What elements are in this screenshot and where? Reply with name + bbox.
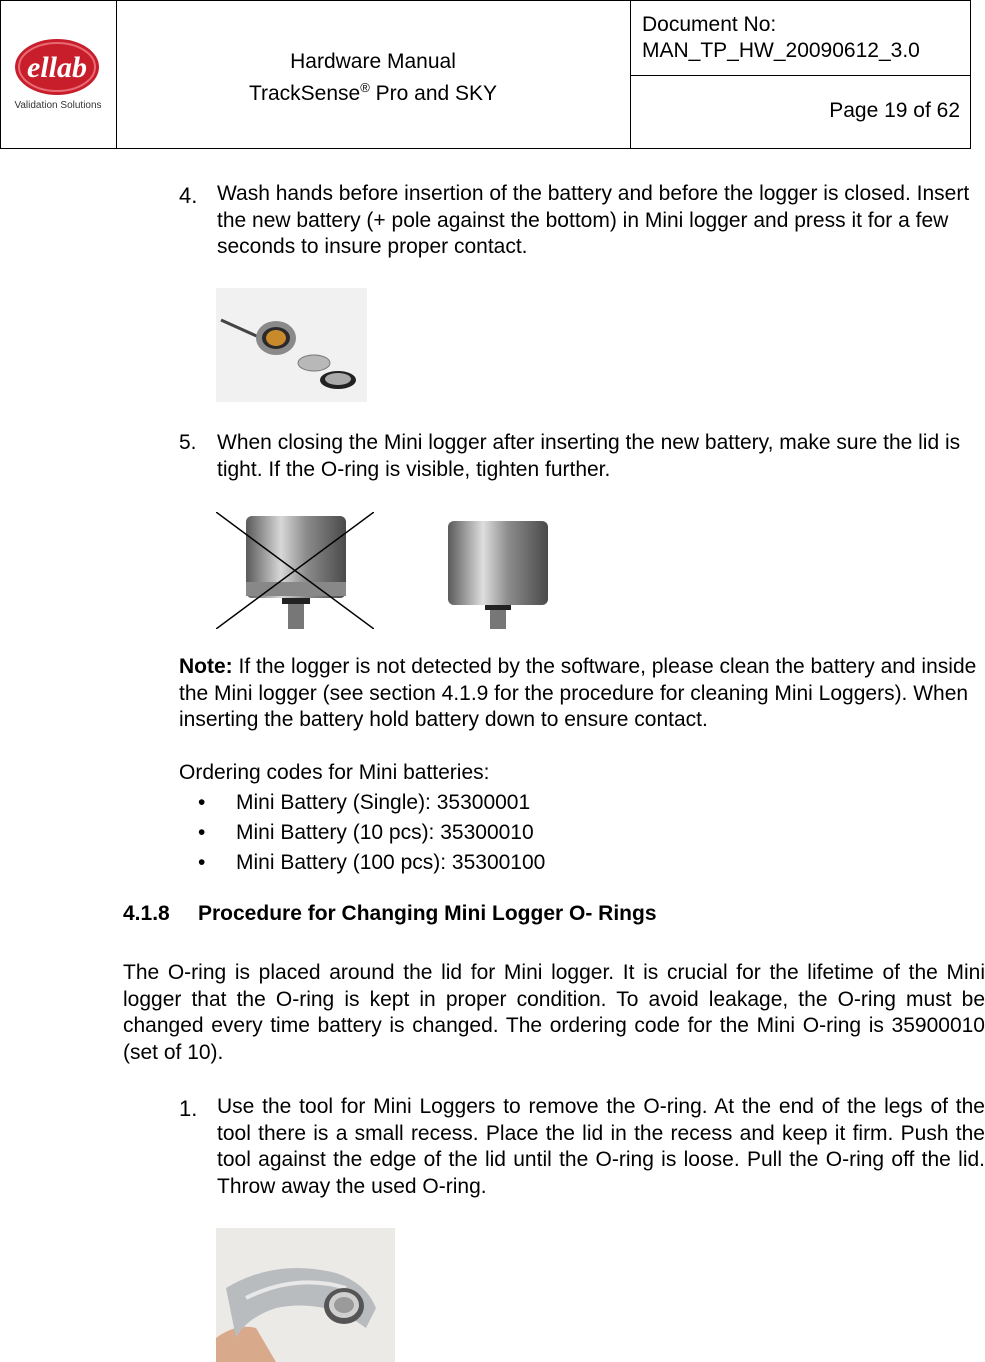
step-5-text: When closing the Mini logger after inserting the new battery, make sure the lid is tight. If the O-ring is visible, tighten further. <box>217 431 961 481</box>
section-paragraph: The O-ring is placed around the lid for Mini logger. It is crucial for the lifetime of the Mini logger that the O-ring is kept in proper condition. To avoid leakage, the O-ring must be changed every time battery is changed. The ordering code for the Mini O-ring is 35900010 (set of 10). <box>123 961 985 1064</box>
note-paragraph <box>179 654 985 734</box>
title-cell <box>116 1 631 148</box>
note-text: If the logger is not detected by the software, please clean the battery and inside the Mini logger (see section 4.1.9 for the procedure for cleaning Mini Loggers). When inserting the battery hold battery down to ensure contact. <box>179 655 977 731</box>
bullet-icon: • <box>198 851 206 874</box>
document-title: Hardware Manual TrackSense® Pro and SKY <box>248 50 498 105</box>
ordering-intro: Ordering codes for Mini batteries: <box>179 761 490 784</box>
ordering-item: Mini Battery (Single): 35300001 <box>236 791 531 814</box>
step-5-number: 5. <box>179 431 197 454</box>
page-number: Page 19 of 62 <box>829 99 960 122</box>
document-header <box>0 0 971 149</box>
ellab-logo <box>13 37 105 113</box>
document-number-cell <box>630 1 970 76</box>
bullet-icon: • <box>198 791 206 814</box>
bullet-icon: • <box>198 821 206 844</box>
ordering-item: Mini Battery (10 pcs): 35300010 <box>236 821 534 844</box>
battery-insertion-photo <box>216 288 367 402</box>
section-number: 4.1.8 <box>123 902 170 925</box>
section-title: Procedure for Changing Mini Logger O- Rings <box>198 902 657 925</box>
svg-text:Validation Solutions: Validation Solutions <box>14 100 102 111</box>
logo-cell <box>1 1 117 148</box>
svg-text:ellab: ellab <box>27 51 87 84</box>
step-1-number: 1. <box>179 1096 198 1121</box>
document-number: Document No: MAN_TP_HW_20090612_3.0 <box>642 13 920 62</box>
page-number-cell <box>630 76 970 148</box>
incorrect-lid-photo <box>216 512 374 629</box>
oring-tool-photo <box>216 1228 395 1362</box>
step-4-number: 4. <box>179 183 198 208</box>
step-4-text: Wash hands before insertion of the battery and before the logger is closed. Insert the new battery (+ pole against the bottom) in Mini logger and press it for a few seconds to insure proper contact. <box>217 182 970 258</box>
ordering-item: Mini Battery (100 pcs): 35300100 <box>236 851 546 874</box>
step-1-text: Use the tool for Mini Loggers to remove the O-ring. At the end of the legs of the tool there is a small recess. Place the lid in the recess and keep it firm. Push the tool against the edge of the lid until the O-ring is loose. Pull the O-ring off the lid. Throw away the used O-ring. <box>217 1095 985 1198</box>
correct-lid-photo <box>423 515 573 629</box>
note-label: Note: <box>179 655 233 678</box>
